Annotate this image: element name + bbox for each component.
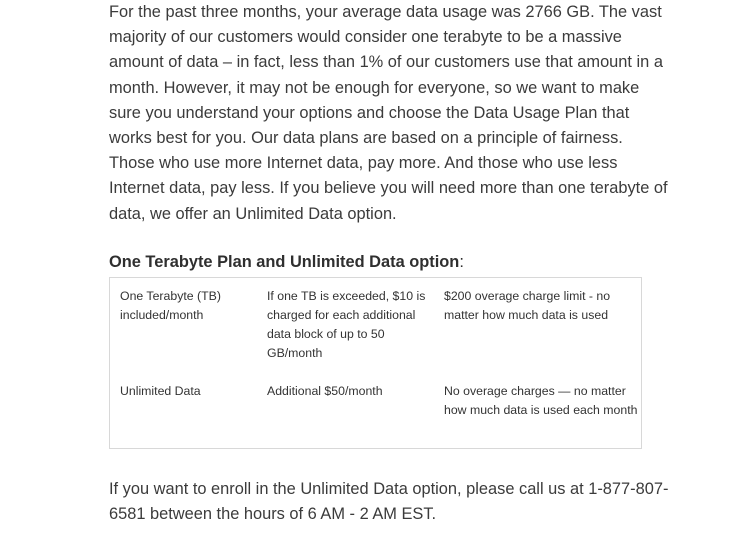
plan-heading <box>109 252 464 272</box>
plan-name-unlimited: Unlimited Data <box>120 384 201 398</box>
intro-paragraph: For the past three months, your average data usage was 2766 GB. The vast majority of our customers would consider one terabyte to be a massive amount of data – in fact, less than 1% of our customers use that amount in a month. However, it may not be enough for everyone, so we want to make sure you understand your options and choose the Data Usage Plan that works best for you. Our data plans are based on a principle of fairness. Those who use more Internet data, pay more. And those who use less Internet data, pay less. If you believe you will need more than one terabyte of data, we offer an Unlimited Data option. <box>109 3 668 223</box>
email-body <box>109 0 669 524</box>
plan-note-unlimited: No overage charges — no matter how much data is used each month <box>444 384 638 417</box>
plan-heading-text: One Terabyte Plan and Unlimited Data option <box>109 253 460 271</box>
plan-heading-colon: : <box>459 253 464 271</box>
plan-name-one-terabyte: One Terabyte (TB) included/month <box>120 289 221 322</box>
plan-note-one-terabyte: $200 overage charge limit - no matter how much data is used <box>444 289 611 322</box>
plan-detail-unlimited: Additional $50/month <box>267 384 383 398</box>
plan-table <box>109 277 642 449</box>
plan-detail-one-terabyte: If one TB is exceeded, $10 is charged for each additional data block of up to 50 GB/month <box>267 289 426 360</box>
enroll-paragraph: If you want to enroll in the Unlimited Data option, please call us at 1-877-807-6581 between the hours of 6 AM - 2 AM EST. <box>109 480 669 524</box>
